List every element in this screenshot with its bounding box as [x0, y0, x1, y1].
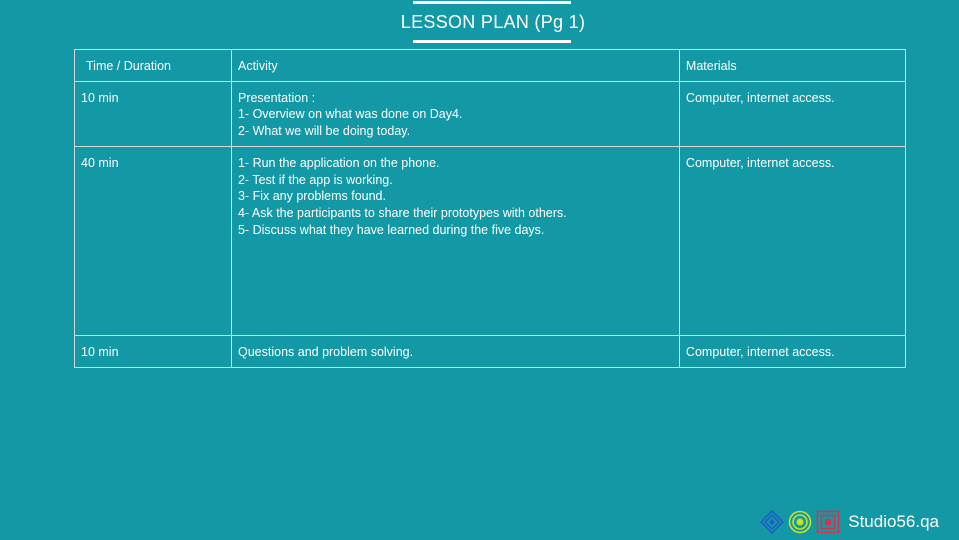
activity-line: 2- Test if the app is working. — [237, 172, 393, 187]
table-row — [75, 146, 906, 335]
activity-line: 1- Overview on what was done on Day4. — [237, 107, 463, 122]
logo-text: Studio56.qa — [848, 512, 939, 531]
header-activity: Activity — [231, 50, 679, 82]
activity-line: Presentation : — [237, 90, 316, 105]
page-title: LESSON PLAN (Pg 1) — [400, 12, 586, 32]
diamond-icon — [760, 510, 784, 534]
title-rule-top — [413, 1, 571, 4]
header-time: Time / Duration — [75, 50, 232, 82]
cell-materials: Computer, internet access. — [679, 81, 905, 146]
studio56-logo — [760, 510, 939, 534]
cell-time: 10 min — [75, 335, 232, 367]
concentric-circles-icon — [788, 510, 812, 534]
table-header-row — [75, 50, 906, 82]
title-rule-bottom — [413, 40, 571, 43]
table-row — [75, 81, 906, 146]
table-row — [75, 335, 906, 367]
cell-materials: Computer, internet access. — [679, 146, 905, 335]
activity-line: 1- Run the application on the phone. — [237, 155, 440, 170]
cell-materials: Computer, internet access. — [679, 335, 905, 367]
header-materials: Materials — [679, 50, 905, 82]
activity-line: 5- Discuss what they have learned during the five days. — [237, 222, 545, 237]
cell-time: 10 min — [75, 81, 232, 146]
activity-line: 3- Fix any problems found. — [237, 189, 386, 204]
cell-activity — [231, 146, 679, 335]
cell-activity — [231, 81, 679, 146]
activity-line: Questions and problem solving. — [237, 344, 414, 359]
cell-activity — [231, 335, 679, 367]
activity-line: 2- What we will be doing today. — [237, 124, 411, 139]
concentric-squares-icon — [816, 510, 840, 534]
cell-time: 40 min — [75, 146, 232, 335]
activity-line: 4- Ask the participants to share their prototypes with others. — [237, 205, 567, 220]
lesson-plan-table — [74, 49, 906, 368]
